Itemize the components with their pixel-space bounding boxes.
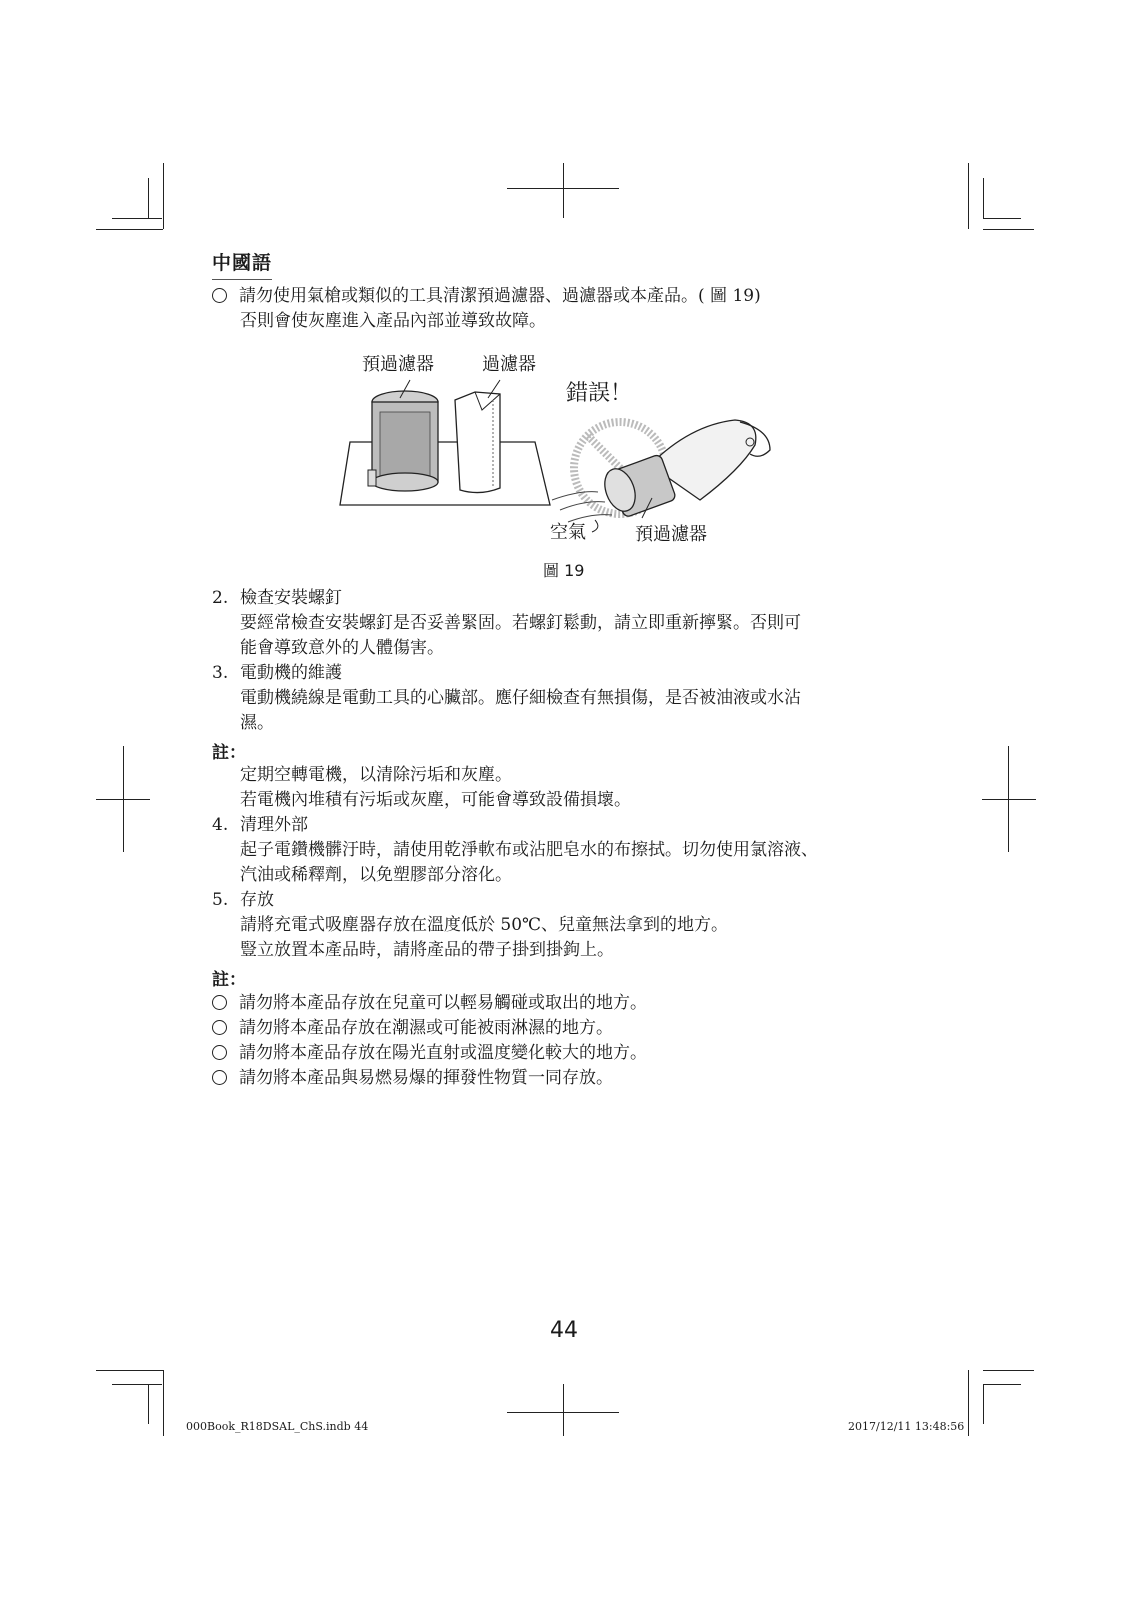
section-2-title: 檢查安裝螺釘: [240, 588, 342, 608]
section-5-title: 存放: [240, 890, 274, 910]
bullet-circle-icon: [212, 1045, 227, 1060]
section-3-line-2: 濕。: [240, 713, 274, 733]
intro-bullet: [212, 284, 761, 309]
note-1-label: 註：: [212, 743, 246, 763]
section-3-number: 3.: [212, 663, 229, 683]
bullet-circle-icon: [212, 1070, 227, 1085]
intro-line-1: 請勿使用氣槍或類似的工具清潔預過濾器、過濾器或本產品。( 圖 19): [239, 286, 761, 306]
label-filter: 過濾器: [482, 354, 536, 375]
note-1-line-1: 定期空轉電機，以清除污垢和灰塵。: [240, 765, 512, 785]
label-prefilter-2: 預過濾器: [635, 524, 707, 545]
bullet-circle-icon: [212, 1020, 227, 1035]
label-air: 空氣: [550, 522, 586, 543]
storage-bullet-4: 請勿將本產品與易燃易爆的揮發性物質一同存放。: [212, 1066, 613, 1091]
note-1-line-2: 若電機內堆積有污垢或灰塵，可能會導致設備損壞。: [240, 790, 631, 810]
language-title: 中國語: [212, 248, 272, 280]
section-5-heading: [212, 888, 274, 913]
section-4-title: 清理外部: [240, 815, 308, 835]
intro-line-2: 否則會使灰塵進入產品內部並導致故障。: [240, 311, 546, 331]
page-number: 44: [550, 1318, 578, 1343]
label-wrong: 錯誤！: [566, 381, 633, 406]
section-3-heading: [212, 661, 342, 686]
storage-bullet-3: 請勿將本產品存放在陽光直射或溫度變化較大的地方。: [212, 1041, 647, 1066]
section-4-line-1: 起子電鑽機髒汙時，請使用乾淨軟布或沾肥皂水的布擦拭。切勿使用氯溶液、: [240, 840, 818, 860]
note-2-label: 註：: [212, 970, 246, 990]
section-4-heading: [212, 813, 308, 838]
section-5-line-2: 豎立放置本產品時，請將產品的帶子掛到掛鉤上。: [240, 940, 614, 960]
bullet-circle-icon: [212, 995, 227, 1010]
section-4-number: 4.: [212, 815, 229, 835]
figure-19: [330, 350, 780, 575]
storage-bullet-2: 請勿將本產品存放在潮濕或可能被雨淋濕的地方。: [212, 1016, 613, 1041]
section-2-line-2: 能會導致意外的人體傷害。: [240, 638, 444, 658]
bullet-circle-icon: [212, 288, 227, 303]
section-3-title: 電動機的維護: [240, 663, 342, 683]
footer-timestamp: 2017/12/11 13:48:56: [848, 1420, 965, 1433]
storage-bullet-1: 請勿將本產品存放在兒童可以輕易觸碰或取出的地方。: [212, 991, 647, 1016]
section-2-line-1: 要經常檢查安裝螺釘是否妥善緊固。若螺釘鬆動，請立即重新擰緊。否則可: [240, 613, 801, 633]
label-prefilter: 預過濾器: [362, 354, 434, 375]
figure-caption: 圖 19: [543, 561, 585, 580]
section-3-line-1: 電動機繞線是電動工具的心臟部。應仔細檢查有無損傷，是否被油液或水沾: [240, 688, 801, 708]
section-5-number: 5.: [212, 890, 229, 910]
section-2-heading: [212, 586, 342, 611]
section-4-line-2: 汽油或稀釋劑，以免塑膠部分溶化。: [240, 865, 512, 885]
footer-file-name: 000Book_R18DSAL_ChS.indb 44: [186, 1420, 369, 1433]
section-5-line-1: 請將充電式吸塵器存放在溫度低於 50℃、兒童無法拿到的地方。: [240, 915, 729, 935]
section-2-number: 2.: [212, 588, 229, 608]
